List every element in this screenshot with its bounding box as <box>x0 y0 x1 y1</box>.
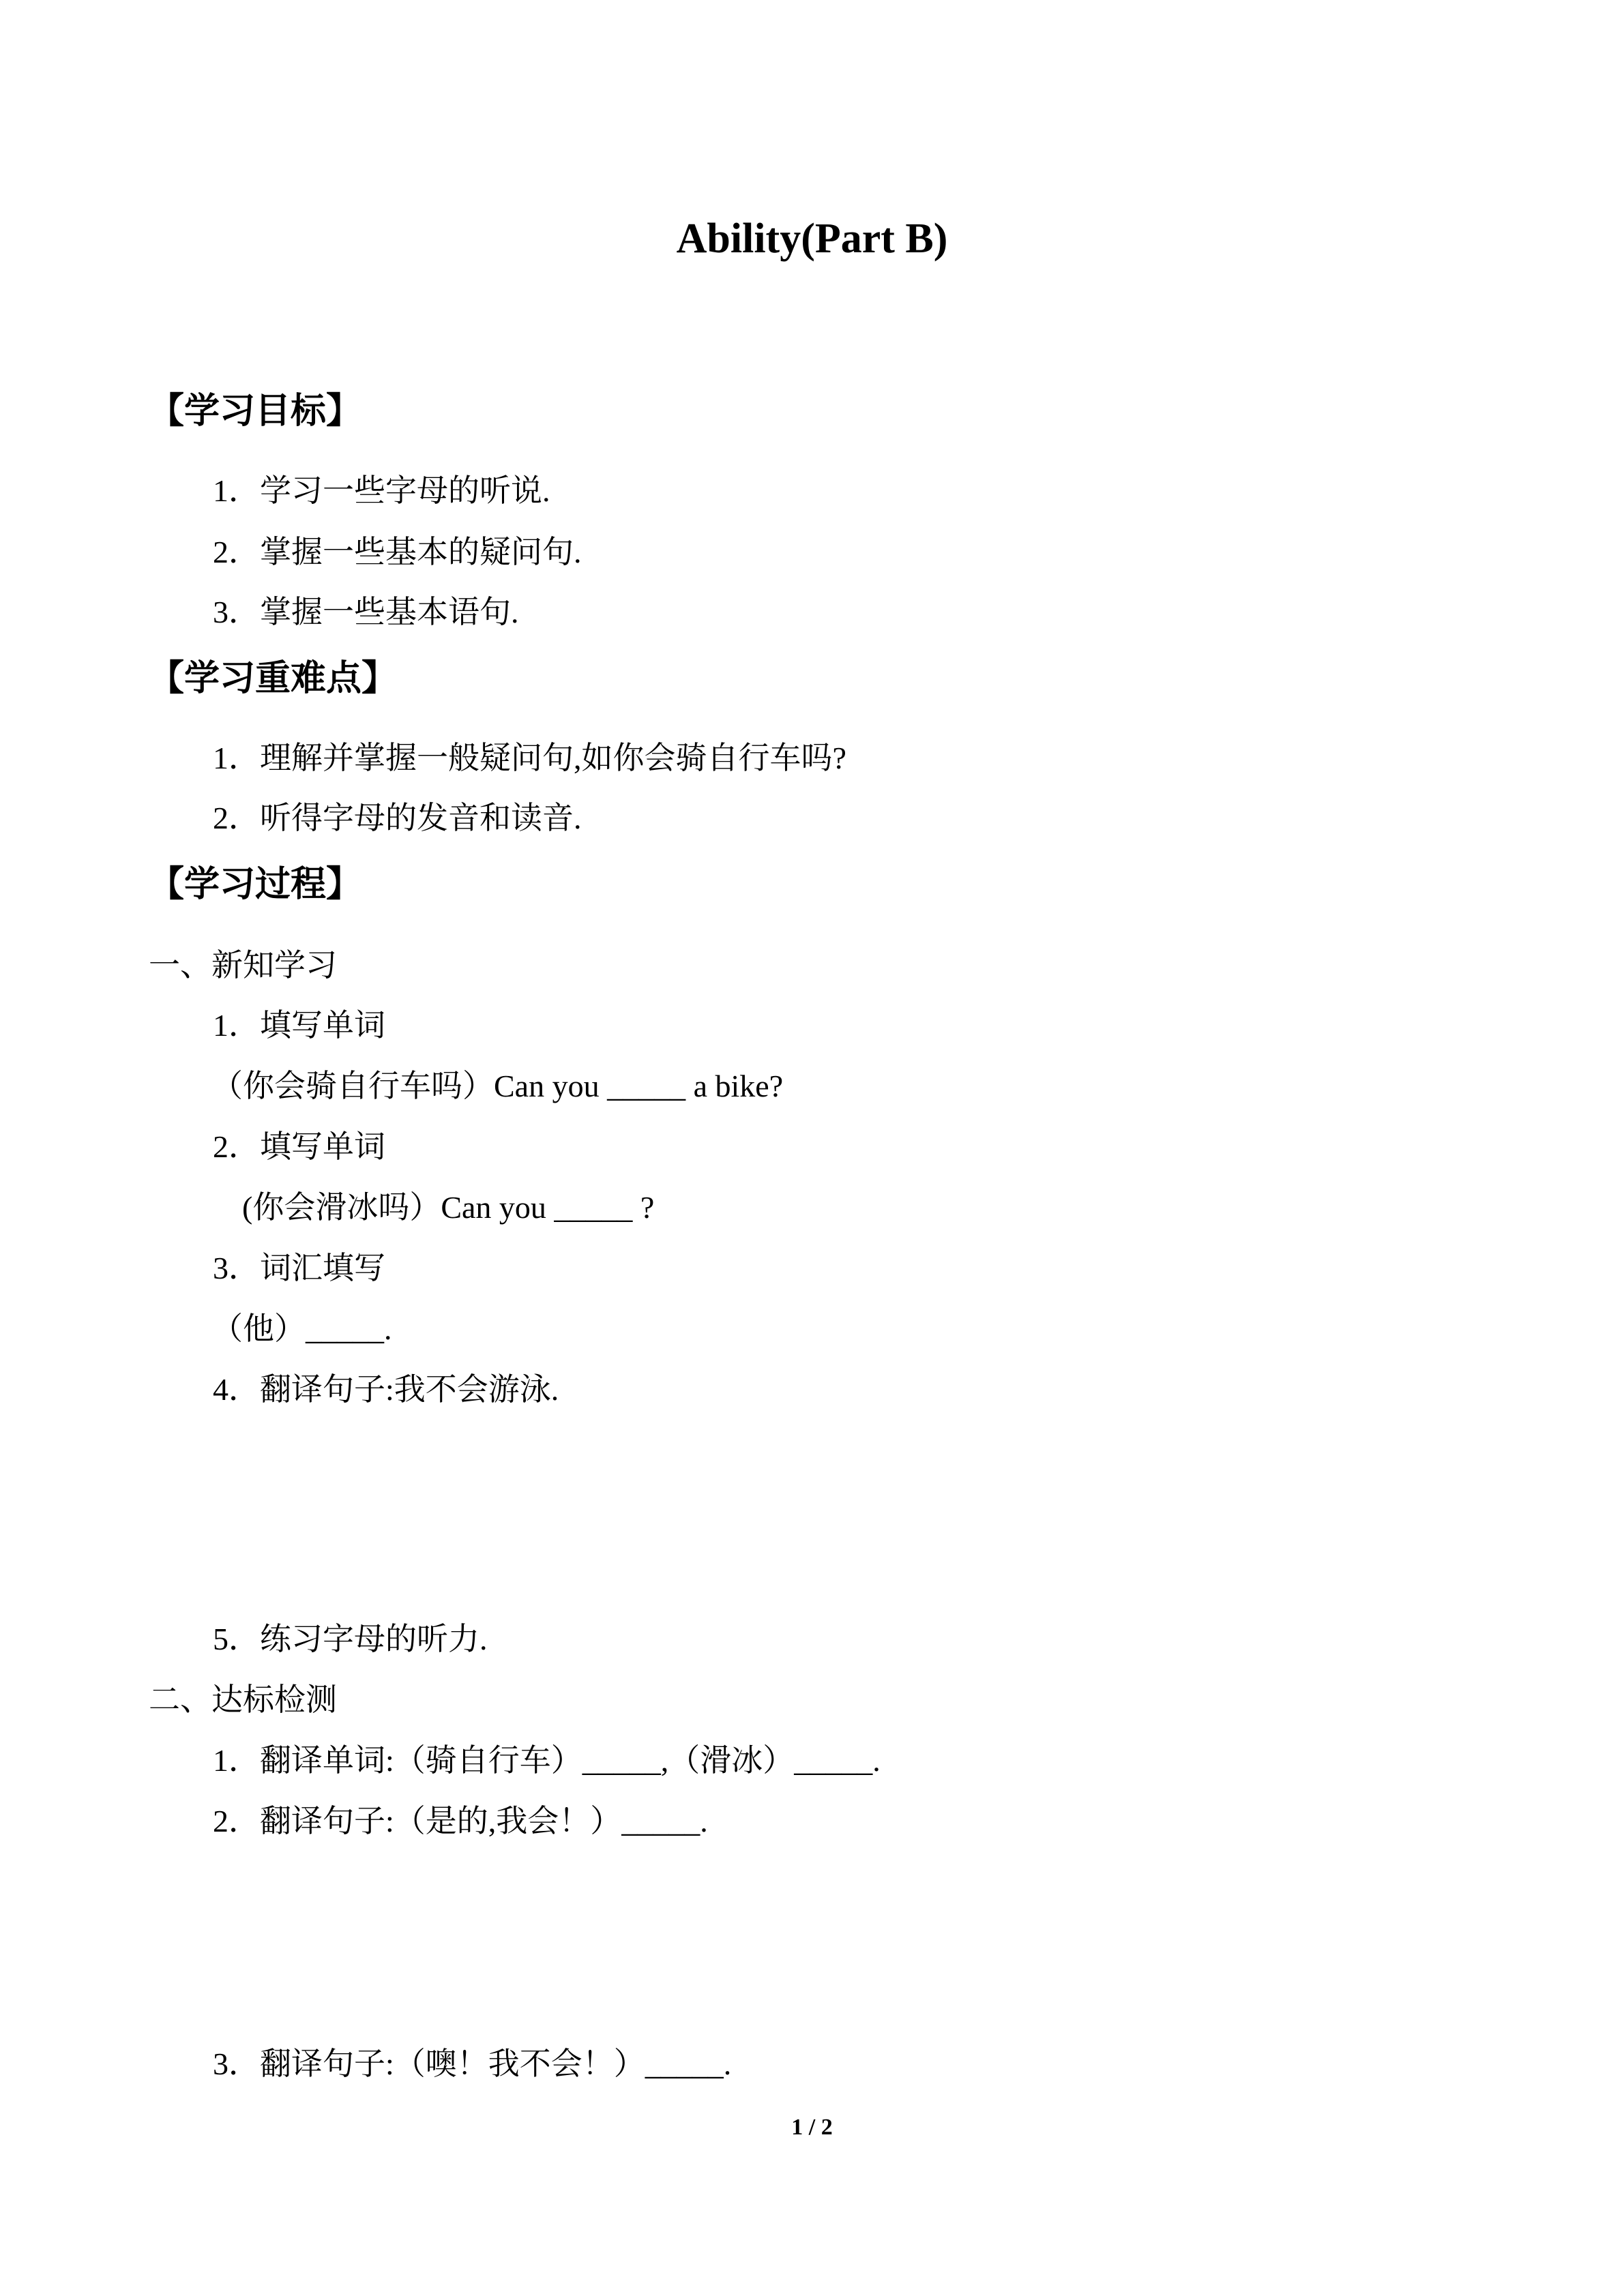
keypoint-item-1: 1．理解并掌握一般疑问句,如你会骑自行车吗? <box>213 741 846 775</box>
page-number: 1 / 2 <box>791 2115 833 2140</box>
part2-question-3: 3．翻译句子:（噢！我不会！）_____. <box>213 2046 732 2081</box>
part2-label: 二、达标检测 <box>149 1682 337 1717</box>
part1-question-2: 2．填写单词 <box>213 1129 385 1164</box>
part1-question-4: 4．翻译句子:我不会游泳. <box>213 1372 559 1407</box>
section-heading-keypoints: 【学习重难点】 <box>149 658 398 699</box>
part1-question-5: 5．练习字母的听力. <box>213 1622 488 1656</box>
part1-question-3-line: （他）_____. <box>211 1311 392 1346</box>
part1-question-2-line: (你会滑冰吗）Can you _____ ? <box>242 1190 655 1225</box>
section-heading-goals: 【学习目标】 <box>149 391 362 432</box>
part2-question-1: 1．翻译单词:（骑自行车）_____,（滑冰）_____. <box>213 1743 881 1778</box>
part1-question-1: 1．填写单词 <box>213 1008 385 1043</box>
goal-item-2: 2．掌握一些基本的疑问句. <box>213 535 582 569</box>
goal-item-1: 1．学习一些字母的听说. <box>213 473 550 508</box>
part1-question-3: 3．词汇填写 <box>213 1251 385 1285</box>
goal-item-3: 3．掌握一些基本语句. <box>213 595 519 629</box>
part1-label: 一、新知学习 <box>149 948 337 983</box>
document-title: Ability(Part B) <box>676 215 948 262</box>
part1-question-1-line: （你会骑自行车吗）Can you _____ a bike? <box>211 1069 784 1103</box>
keypoint-item-2: 2．听得字母的发音和读音. <box>213 801 582 835</box>
section-heading-process: 【学习过程】 <box>149 864 362 905</box>
part2-question-2: 2．翻译句子:（是的,我会！）_____. <box>213 1804 708 1838</box>
